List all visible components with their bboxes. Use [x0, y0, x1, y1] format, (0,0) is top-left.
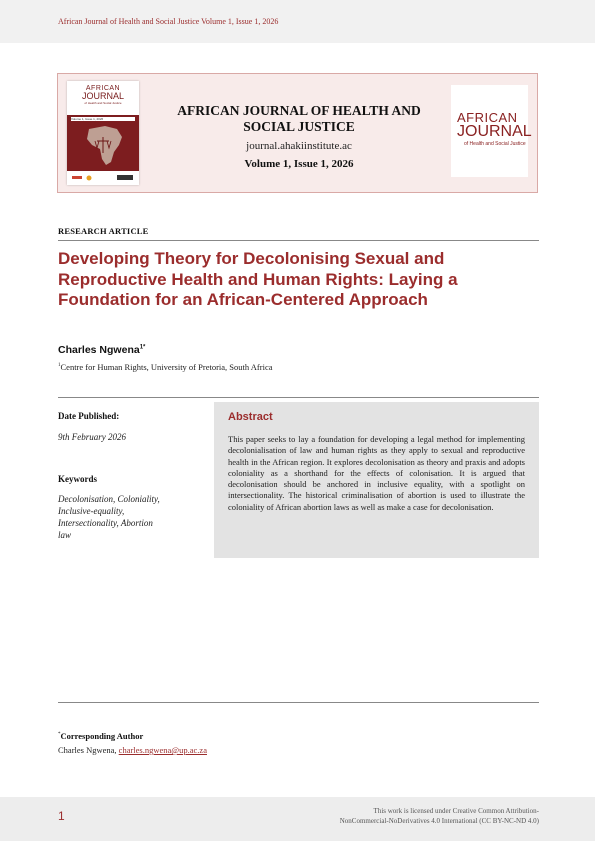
license-line: This work is licensed under Creative Common Attribution- — [373, 807, 539, 815]
license-notice — [340, 806, 539, 826]
divider — [58, 397, 539, 398]
logo-subtitle: of Health and Social Justice — [464, 141, 526, 147]
running-header: African Journal of Health and Social Justice Volume 1, Issue 1, 2026 — [58, 17, 279, 26]
page-footer — [0, 797, 595, 841]
divider — [58, 240, 539, 241]
page-number: 1 — [58, 809, 65, 823]
date-label: Date Published: — [58, 411, 120, 421]
author-marks: 1* — [139, 344, 146, 351]
journal-title: AFRICAN JOURNAL OF HEALTH AND SOCIAL JUSTICE — [177, 103, 421, 134]
cover-logo-subtitle: of Health and Social Justice — [84, 101, 122, 105]
corresponding-name: Charles Ngwena, — [58, 745, 117, 755]
abstract-box — [214, 402, 539, 558]
logo-african: AFRICAN — [457, 110, 518, 125]
keyword-line: Decolonisation, Coloniality, — [58, 494, 160, 504]
email-link[interactable]: charles.ngwena@up.ac.za — [118, 745, 207, 755]
affiliation-mark: 1 — [58, 363, 61, 369]
article-type: RESEARCH ARTICLE — [58, 226, 149, 236]
journal-logo — [451, 85, 532, 177]
cover-logo-journal: JOURNAL — [81, 91, 124, 101]
cover-volume: Volume 1, Issue 1, 2026 — [71, 117, 135, 121]
keyword-line: Inclusive-equality, — [58, 506, 125, 516]
cover-publisher-marks — [67, 171, 139, 185]
article-title: Developing Theory for Decolonising Sexual and Reproductive Health and Human Rights: Laying a Foundation for an African-Centered Approach — [58, 249, 458, 309]
author-name-text: Charles Ngwena — [58, 344, 140, 356]
running-header-bar — [0, 0, 595, 43]
divider — [58, 702, 539, 703]
journal-url[interactable]: journal.ahakiinstitute.ac — [246, 140, 352, 152]
journal-banner — [57, 73, 538, 193]
keyword-line: Intersectionality, Abortion — [58, 518, 153, 528]
license-line: NonCommercial-NoDerivatives 4.0 International (CC BY-NC-ND 4.0) — [339, 817, 539, 825]
date-value: 9th February 2026 — [58, 432, 126, 442]
corresponding-label-text: Corresponding Author — [60, 731, 144, 741]
logo-journal: JOURNAL — [457, 123, 532, 140]
author-affiliation — [58, 362, 273, 372]
author-name — [58, 344, 145, 356]
keywords-label: Keywords — [58, 474, 97, 484]
keywords-list — [58, 493, 160, 541]
keyword-line: law — [58, 530, 72, 540]
journal-cover-image — [67, 81, 139, 185]
affiliation-text: Centre for Human Rights, University of Pretoria, South Africa — [60, 362, 273, 372]
abstract-heading: Abstract — [228, 411, 273, 423]
africa-map-icon — [67, 115, 139, 171]
corresponding-author-label: *Corresponding Author — [58, 731, 144, 741]
corresponding-author — [58, 745, 207, 755]
abstract-text: This paper seeks to lay a foundation for developing a legal method for implementing decolonialisation of law and human rights as they apply to sexual and reproductive health in the African region. It explores decolonisation as theory and praxis and adopts coloniality as a shorthand for the effects of colonisation. It is argued that decolonisation should be anchored in inclusive equality, with a spotlight on intersectionality. The historical criminalisation of abortion is used to illustrate the coloniality of African abortion laws as well as make a case for decolonisation. — [228, 434, 525, 512]
cover-logo-african: AFRICAN — [85, 85, 121, 92]
cover-map-panel — [67, 115, 139, 171]
journal-volume: Volume 1, Issue 1, 2026 — [244, 158, 354, 170]
